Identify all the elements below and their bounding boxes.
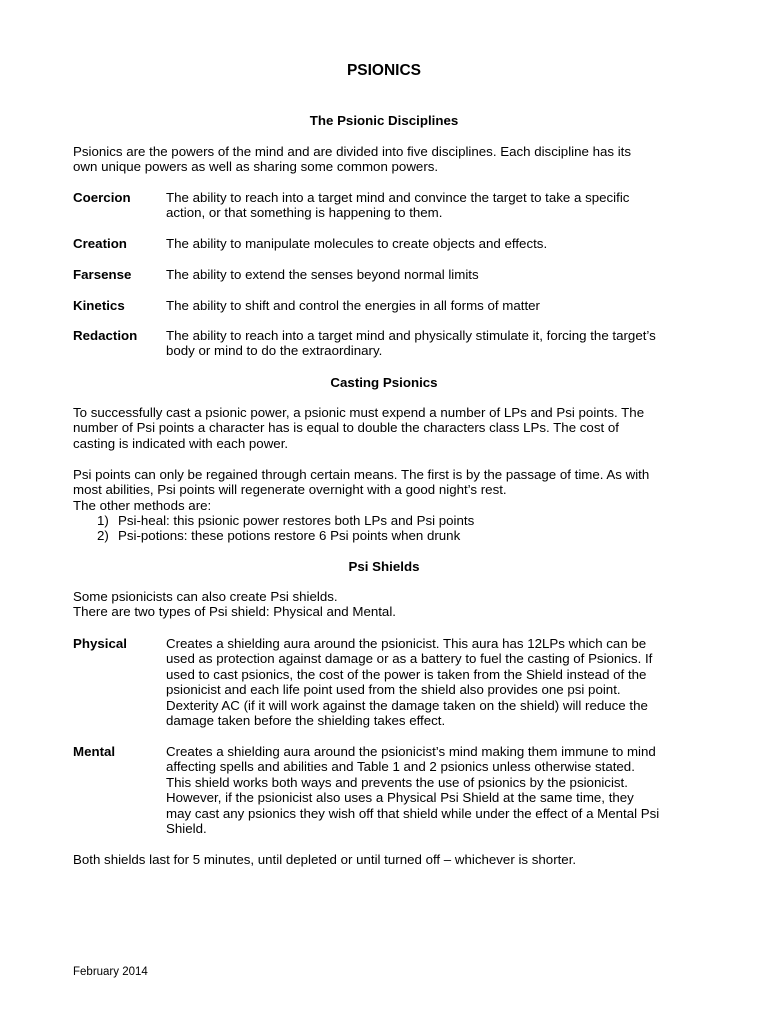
text-line: number of Psi points a character has is equal to double the characters class LPs. The cost of — [73, 420, 619, 436]
text-line: Dexterity AC (if it will work against the damage taken on the shield) will reduce the — [166, 697, 648, 713]
discipline-term: Coercion — [73, 190, 131, 205]
text-line: affecting spells and abilities and Table 1 and 2 psionics unless otherwise stated. — [166, 759, 635, 775]
text-line: To successfully cast a psionic power, a psionic must expend a number of LPs and Psi points. The — [73, 405, 645, 420]
text-line: The ability to reach into a target mind and convince the target to take a specific — [166, 190, 630, 205]
text-line: psionicist and each life point used from the shield also provides one psi point. — [166, 682, 621, 698]
text-line: may cast any psionics they wish off that shield while under the effect of a Mental Psi — [166, 805, 660, 821]
section-heading-casting: Casting Psionics — [330, 375, 438, 390]
list-text: Psi-potions: these potions restore 6 Psi points when drunk — [118, 528, 461, 544]
document-title: PSIONICS — [346, 62, 422, 79]
text-line: The other methods are: — [73, 497, 212, 513]
list-text: Psi-heal: this psionic power restores both LPs and Psi points — [118, 513, 475, 528]
discipline-term: Farsense — [73, 267, 132, 282]
shield-term: Physical — [73, 636, 127, 651]
disciplines-intro — [73, 144, 703, 175]
page-footer-date: February 2014 — [73, 966, 148, 978]
text-line: The ability to shift and control the energies in all forms of matter — [166, 298, 540, 313]
text-line: used as protection against damage or as a battery to fuel the casting of Psionics. If — [166, 651, 653, 667]
list-item — [73, 513, 703, 528]
text-line: own unique powers as well as sharing some common powers. — [73, 159, 439, 175]
text-line: action, or that something is happening to them. — [166, 205, 443, 221]
text-line: body or mind to do the extraordinary. — [166, 343, 383, 359]
discipline-description — [166, 190, 701, 221]
text-line: casting is indicated with each power. — [73, 435, 289, 451]
shield-term: Mental — [73, 744, 116, 759]
text-line: damage taken before the shielding takes effect. — [166, 713, 446, 729]
casting-paragraph-2 — [73, 467, 703, 513]
list-number: 2) — [97, 528, 109, 544]
discipline-description — [166, 267, 701, 282]
regain-methods-list — [73, 513, 703, 544]
text-line: The ability to manipulate molecules to create objects and effects. — [166, 236, 548, 251]
text-line: most abilities, Psi points will regenerate overnight with a good night’s rest. — [73, 482, 507, 498]
discipline-description — [166, 236, 701, 251]
shield-description — [166, 744, 701, 836]
shields-intro — [73, 589, 703, 620]
text-line: The ability to extend the senses beyond normal limits — [166, 267, 479, 282]
text-line: The ability to reach into a target mind and physically stimulate it, forcing the target’s — [166, 328, 656, 343]
text-line: Creates a shielding aura around the psionicist. This aura has 12LPs which can be — [166, 636, 647, 651]
text-line: However, if the psionicist also uses a Physical Psi Shield at the same time, they — [166, 790, 634, 806]
text-line: Psi points can only be regained through certain means. The first is by the passage of time. As with — [73, 467, 650, 482]
text-line: There are two types of Psi shield: Physical and Mental. — [73, 604, 396, 620]
text-line: Both shields last for 5 minutes, until depleted or until turned off – whichever is shorter. — [73, 852, 577, 867]
text-line: Some psionicists can also create Psi shields. — [73, 589, 338, 604]
text-line: Psionics are the powers of the mind and are divided into five disciplines. Each discipline has its — [73, 144, 632, 159]
section-heading-shields: Psi Shields — [348, 559, 420, 574]
list-number: 1) — [97, 513, 109, 528]
text-line: Creates a shielding aura around the psionicist’s mind making them immune to mind — [166, 744, 656, 759]
shields-closing — [73, 852, 703, 867]
text-line: This shield works both ways and prevents the use of psionics by the psionicist. — [166, 774, 628, 790]
section-heading-disciplines: The Psionic Disciplines — [309, 113, 459, 128]
list-item — [73, 528, 703, 543]
discipline-term: Kinetics — [73, 298, 125, 313]
casting-paragraph-1 — [73, 405, 703, 451]
discipline-description — [166, 298, 701, 313]
discipline-description — [166, 328, 701, 359]
text-line: used to cast psionics, the cost of the power is taken from the Shield instead of the — [166, 666, 647, 682]
discipline-term: Creation — [73, 236, 127, 251]
text-line: Shield. — [166, 821, 207, 837]
shield-description — [166, 636, 701, 728]
discipline-term: Redaction — [73, 328, 138, 343]
